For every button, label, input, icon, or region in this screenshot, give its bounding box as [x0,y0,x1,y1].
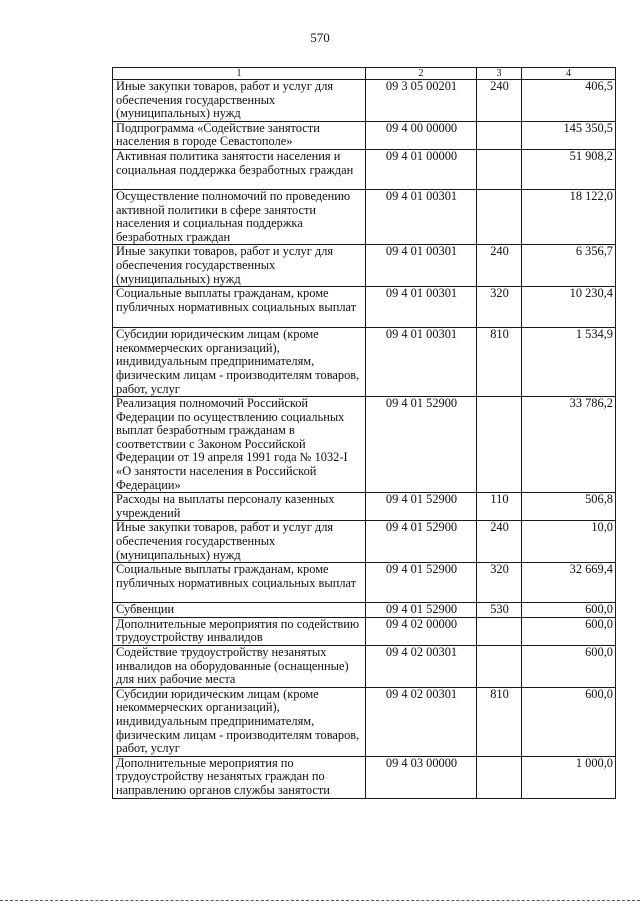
table-row [113,189,616,244]
row-code-cell: 09 4 01 52900 [366,563,477,603]
row-name-cell: Реализация полномочий Российской Федерации по осуществлению социальных выплат безработным гражданам в соответствии с Законом Российской Федерации от 19 апреля 1991 года № 1032-I «О занятости населения в Российской Федерации» [113,397,366,493]
row-expense-type-cell: 320 [477,563,522,603]
row-sum-cell: 600,0 [522,646,616,688]
row-sum-cell: 600,0 [522,603,616,618]
row-code-cell: 09 4 01 52900 [366,493,477,521]
row-sum-cell: 1 534,9 [522,328,616,397]
table-row [113,80,616,122]
row-sum-cell: 406,5 [522,80,616,122]
row-code-cell: 09 4 02 00301 [366,687,477,756]
row-name-cell: Активная политика занятости населения и социальная поддержка безработных граждан [113,149,366,189]
table-row [113,493,616,521]
row-sum-cell: 32 669,4 [522,563,616,603]
row-name-cell: Иные закупки товаров, работ и услуг для обеспечения государственных (муниципальных) нужд [113,245,366,287]
row-code-cell: 09 4 01 00301 [366,287,477,328]
row-sum-cell: 33 786,2 [522,397,616,493]
row-code-cell: 09 4 01 52900 [366,603,477,618]
row-code-cell: 09 4 00 00000 [366,121,477,149]
row-expense-type-cell: 240 [477,245,522,287]
row-code-cell: 09 4 02 00301 [366,646,477,688]
table-row [113,687,616,756]
table-row [113,521,616,563]
row-code-cell: 09 4 01 52900 [366,521,477,563]
row-name-cell: Иные закупки товаров, работ и услуг для обеспечения государственных (муниципальных) нужд [113,80,366,122]
row-expense-type-cell: 240 [477,80,522,122]
row-name-cell: Субсидии юридическим лицам (кроме некоммерческих организаций), индивидуальным предпринимателям, физическим лицам - производителям товаров, работ, услуг [113,328,366,397]
row-expense-type-cell: 320 [477,287,522,328]
page-bottom-edge [0,900,640,901]
row-sum-cell: 145 350,5 [522,121,616,149]
header-col-1: 1 [113,68,366,80]
row-sum-cell: 1 000,0 [522,756,616,798]
row-expense-type-cell: 810 [477,328,522,397]
table-row [113,121,616,149]
row-sum-cell: 600,0 [522,617,616,645]
budget-table [112,67,616,799]
table-row [113,287,616,328]
row-expense-type-cell [477,121,522,149]
row-expense-type-cell [477,189,522,244]
row-expense-type-cell [477,617,522,645]
row-name-cell: Субвенции [113,603,366,618]
header-col-2: 2 [366,68,477,80]
row-code-cell: 09 4 02 00000 [366,617,477,645]
header-col-3: 3 [477,68,522,80]
row-code-cell: 09 4 01 00301 [366,189,477,244]
row-sum-cell: 506,8 [522,493,616,521]
row-name-cell: Субсидии юридическим лицам (кроме некоммерческих организаций), индивидуальным предпринимателям, физическим лицам - производителям товаров, работ, услуг [113,687,366,756]
row-name-cell: Социальные выплаты гражданам, кроме публичных нормативных социальных выплат [113,287,366,328]
row-name-cell: Иные закупки товаров, работ и услуг для обеспечения государственных (муниципальных) нужд [113,521,366,563]
table-row [113,328,616,397]
row-code-cell: 09 4 01 00000 [366,149,477,189]
row-name-cell: Осуществление полномочий по проведению активной политики в сфере занятости населения и социальная поддержка безработных граждан [113,189,366,244]
row-name-cell: Дополнительные мероприятия по трудоустройству незанятых граждан по направлению органов службы занятости [113,756,366,798]
row-sum-cell: 10,0 [522,521,616,563]
row-sum-cell: 18 122,0 [522,189,616,244]
row-expense-type-cell [477,397,522,493]
row-name-cell: Подпрограмма «Содействие занятости населения в городе Севастополе» [113,121,366,149]
row-sum-cell: 600,0 [522,687,616,756]
table-row [113,617,616,645]
row-name-cell: Социальные выплаты гражданам, кроме публичных нормативных социальных выплат [113,563,366,603]
row-name-cell: Расходы на выплаты персоналу казенных учреждений [113,493,366,521]
row-expense-type-cell [477,149,522,189]
row-expense-type-cell [477,646,522,688]
row-expense-type-cell: 810 [477,687,522,756]
row-expense-type-cell [477,756,522,798]
row-expense-type-cell: 240 [477,521,522,563]
table-row [113,646,616,688]
row-name-cell: Дополнительные мероприятия по содействию трудоустройству инвалидов [113,617,366,645]
table-header-row [113,68,616,80]
row-code-cell: 09 4 01 52900 [366,397,477,493]
row-sum-cell: 10 230,4 [522,287,616,328]
row-code-cell: 09 4 01 00301 [366,245,477,287]
header-col-4: 4 [522,68,616,80]
row-code-cell: 09 4 01 00301 [366,328,477,397]
table-row [113,756,616,798]
table-body [113,68,616,799]
table-row [113,563,616,603]
row-code-cell: 09 3 05 00201 [366,80,477,122]
row-sum-cell: 6 356,7 [522,245,616,287]
table-row [113,149,616,189]
table-row [113,245,616,287]
table-row [113,397,616,493]
row-sum-cell: 51 908,2 [522,149,616,189]
row-expense-type-cell: 530 [477,603,522,618]
row-code-cell: 09 4 03 00000 [366,756,477,798]
page-number: 570 [310,30,330,45]
row-name-cell: Содействие трудоустройству незанятых инвалидов на оборудованные (оснащенные) для них рабочие места [113,646,366,688]
row-expense-type-cell: 110 [477,493,522,521]
table-row [113,603,616,618]
